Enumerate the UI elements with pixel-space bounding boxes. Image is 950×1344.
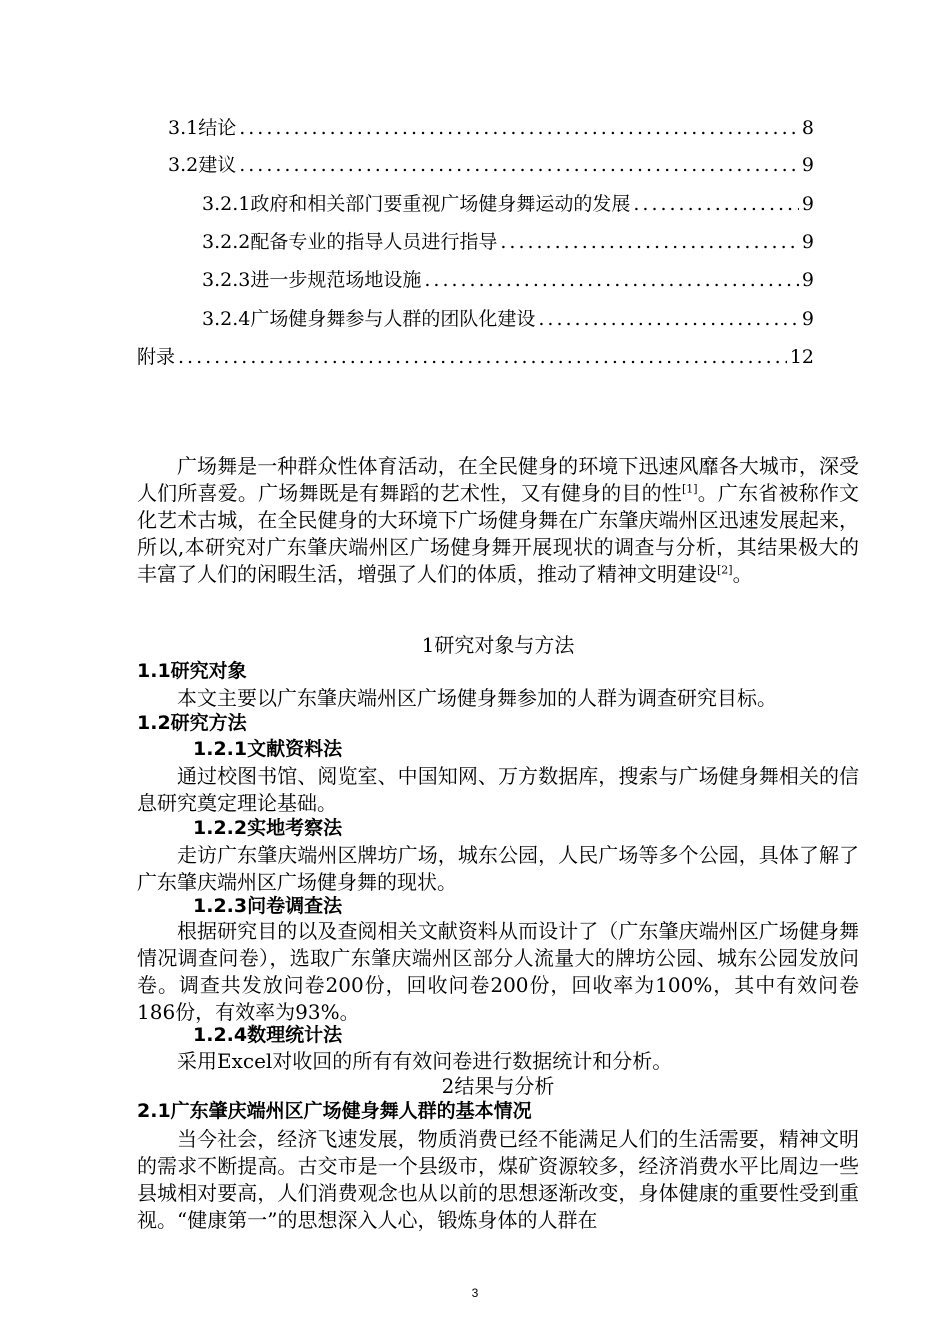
toc-page: 9 xyxy=(801,269,814,291)
toc-label: 3.2.3进一步规范场地设施 xyxy=(202,269,422,291)
toc-entry-3-2-2[interactable] xyxy=(202,230,814,254)
toc-entry-3-1[interactable] xyxy=(168,116,814,140)
toc-leader xyxy=(424,268,799,292)
citation-1: [1] xyxy=(681,482,698,496)
section-1-2-2-text: 走访广东肇庆端州区牌坊广场，城东公园，人民广场等多个公园，具体了解了广东肇庆端州区广场健身舞的现状。 xyxy=(137,843,859,894)
toc-page: 9 xyxy=(801,154,814,176)
intro-text-a: 广场舞是一种群众性体育活动，在全民健身的环境下迅速风靡各大城市，深受人们所喜爱。广场舞既是有舞蹈的艺术性，又有健身的目的性 xyxy=(137,454,859,505)
section-1-2-heading: 1.2研究方法 xyxy=(137,712,247,734)
toc-label: 3.2.2配备专业的指导人员进行指导 xyxy=(202,231,498,253)
toc-leader xyxy=(538,307,799,331)
section-1-1-text: 本文主要以广东肇庆端州区广场健身舞参加的人群为调查研究目标。 xyxy=(177,686,777,710)
toc-leader xyxy=(178,345,787,369)
toc-label: 3.1结论 xyxy=(168,117,237,139)
section-1-2-1-heading: 1.2.1文献资料法 xyxy=(193,738,343,760)
section-1-2-2-heading: 1.2.2实地考察法 xyxy=(193,817,343,839)
intro-text-c: 。 xyxy=(732,562,753,586)
toc-entry-3-2-1[interactable] xyxy=(202,192,814,216)
toc-page: 12 xyxy=(789,346,814,368)
section-2-heading: 2结果与分析 xyxy=(441,1074,555,1098)
toc-page: 9 xyxy=(801,231,814,253)
section-1-heading: 1研究对象与方法 xyxy=(421,633,575,657)
toc-label: 附录 xyxy=(137,346,176,368)
toc-entry-3-2-3[interactable] xyxy=(202,268,814,292)
intro-text-b: 。广东省被称作文化艺术古城，在全民健身的大环境下广场健身舞在广东肇庆端州区迅速发展起来，所以,本研究对广东肇庆端州区广场健身舞开展现状的调查与分析，其结果极大的丰富了人们的闲暇生活，增强了人们的体质，推动了精神文明建设 xyxy=(137,481,860,586)
section-1-2-4-text: 采用Excel对收回的所有有效问卷进行数据统计和分析。 xyxy=(177,1049,673,1073)
toc-entry-appendix[interactable] xyxy=(137,345,814,369)
toc-label: 3.2.1政府和相关部门要重视广场健身舞运动的发展 xyxy=(202,193,631,215)
section-2-1-heading: 2.1广东肇庆端州区广场健身舞人群的基本情况 xyxy=(137,1100,532,1122)
section-1-2-3-text: 根据研究目的以及查阅相关文献资料从而设计了（广东肇庆端州区广场健身舞情况调查问卷），选取广东肇庆端州区部分人流量大的牌坊公园、城东公园发放问卷。调查共发放问卷200份，回收问卷200份，回收率为100%，其中有效问卷186份，有效率为93%。 xyxy=(137,919,859,1024)
section-1-2-1-text: 通过校图书馆、阅览室、中国知网、万方数据库，搜索与广场健身舞相关的信息研究奠定理论基础。 xyxy=(137,764,859,815)
toc-label: 3.2.4广场健身舞参与人群的团队化建设 xyxy=(202,308,536,330)
toc-leader xyxy=(239,153,799,177)
page-number: 3 xyxy=(471,1286,479,1300)
toc-leader xyxy=(500,230,799,254)
toc-leader xyxy=(239,116,799,140)
intro-paragraph xyxy=(137,453,859,588)
citation-2: [2] xyxy=(717,563,733,577)
section-1-2-3-heading: 1.2.3问卷调查法 xyxy=(193,895,343,917)
toc-page: 8 xyxy=(801,117,814,139)
toc-label: 3.2建议 xyxy=(168,154,237,176)
toc-entry-3-2-4[interactable] xyxy=(202,307,814,331)
toc-leader xyxy=(633,192,799,216)
section-1-2-4-heading: 1.2.4数理统计法 xyxy=(193,1024,343,1046)
toc-page: 9 xyxy=(801,308,814,330)
section-2-1-text: 当今社会，经济飞速发展，物质消费已经不能满足人们的生活需要，精神文明的需求不断提高。古交市是一个县级市，煤矿资源较多，经济消费水平比周边一些县城相对要高，人们消费观念也从以前的思想逐渐改变，身体健康的重要性受到重视。“健康第一”的思想深入人心，锻炼身体的人群在 xyxy=(137,1127,859,1232)
toc-entry-3-2[interactable] xyxy=(168,153,814,177)
section-1-1-heading: 1.1研究对象 xyxy=(137,660,247,682)
toc-page: 9 xyxy=(801,193,814,215)
